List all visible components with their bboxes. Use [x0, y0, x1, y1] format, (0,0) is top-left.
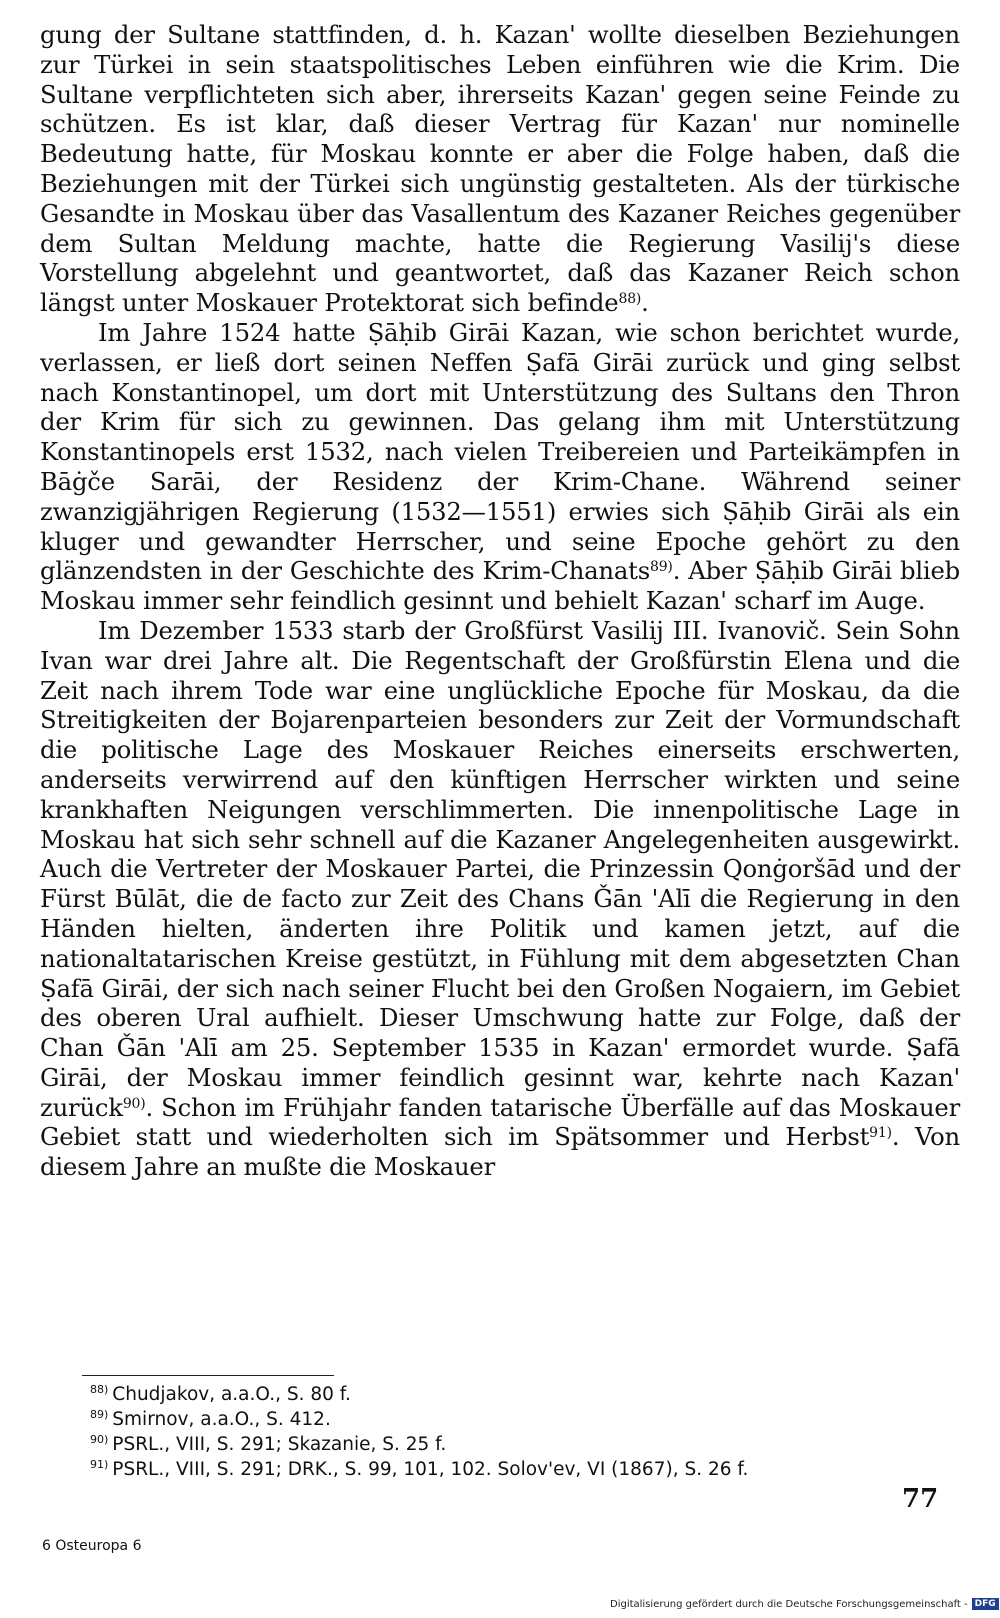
footnote-91: $^{91)}$ PSRL., VIII, S. 291; DRK., S. 99, 101, 102. Solov'ev, VI (1867), S. 26 f. — [90, 1458, 749, 1480]
main-text — [40, 20, 960, 1182]
paragraph-3: Im Dezember 1533 starb der Großfürst Vasilij III. Ivanovič. Sein Sohn Ivan war drei Jahre alt. Die Regentschaft der Großfürstin Elena und die Zeit nach ihrem Tode war eine unglückliche Epoche für Moskau, da die Streitigkeiten der Bojarenparteien besonders zur Zeit der Vormundschaft die politische Lage des Moskauer Reiches einerseits erschwerten, anderseits verwirrend auf den künftigen Herrscher wirkten und seine krankhaften Neigungen verschlimmerten. Die innenpolitische Lage in Moskau hat sich sehr schnell auf die Kazaner Angelegenheiten ausgewirkt. Auch die Vertreter der Moskauer Partei, die Prinzessin Qonġoršād und der Fürst Būlāt, die de facto zur Zeit des Chans Ǧān 'Alī die Regierung in den Händen hielten, änderten ihre Politik und kamen jetzt, auf die nationaltatarischen Kreise gestützt, in Fühlung mit dem abgesetzten Chan Ṣafā Girāi, der sich nach seiner Flucht bei den Großen Nogaiern, im Gebiet des oberen Ural aufhielt. Dieser Umschwung hatte zur Folge, daß der Chan Ǧān 'Alī am 25. September 1535 in Kazan' ermordet wurde. Ṣafā Girāi, der Moskau immer feindlich gesinnt war, kehrte nach Kazan' zurück$^{90)}$. Schon im Frühjahr fanden tatarische Überfälle auf das Moskauer Gebiet statt und wiederholten sich im Spätsommer und Herbst$^{91)}$. Von diesem Jahre an mußte die Moskauer — [40, 615, 960, 1182]
footnote-divider — [82, 1375, 334, 1376]
footnote-ref-89: 89) — [650, 559, 673, 576]
footnote-ref-91: 91) — [869, 1125, 892, 1142]
page-number: 77 — [902, 1484, 939, 1514]
paragraph-1: gung der Sultane stattfinden, d. h. Kazan' wollte dieselben Beziehungen zur Türkei in sein staatspolitisches Leben einführen wie die Krim. Die Sultane verpflichteten sich aber, ihrerseits Kazan' gegen seine Feinde zu schützen. Es ist klar, daß dieser Vertrag für Kazan' nur nominelle Bedeutung hatte, für Moskau konnte er aber die Folge haben, daß die Beziehungen mit der Türkei sich ungünstig gestalteten. Als der türkische Gesandte in Moskau über das Vasallentum des Kazaner Reiches gegenüber dem Sultan Meldung machte, hatte die Regierung Vasilij's diese Vorstellung abgelehnt und geantwortet, daß das Kazaner Reich schon längst unter Moskauer Protektorat sich befinde$^{88)}$. — [40, 20, 960, 318]
printer-signature: 6 Osteuropa 6 — [42, 1538, 142, 1554]
footnote-ref-90: 90) — [122, 1095, 146, 1112]
dfg-logo-icon: DFG — [972, 1598, 999, 1610]
footnote-90: $^{90)}$ PSRL., VIII, S. 291; Skazanie, S. 25 f. — [90, 1433, 447, 1455]
paragraph-2: Im Jahre 1524 hatte Ṣāḥib Girāi Kazan, wie schon berichtet wurde, verlassen, er ließ dort seinen Neffen Ṣafā Girāi zurück und ging selbst nach Konstantinopel, um dort mit Unterstützung des Sultans den Thron der Krim für sich zu gewinnen. Das gelang ihm mit Unterstützung Konstantinopels erst 1532, nach vielen Treibereien und Parteikämpfen in Bāġče Sarāi, der Residenz der Krim-Chane. Während seiner zwanzigjährigen Regierung (1532—1551) erwies sich Ṣāḥib Girāi als ein kluger und gewandter Herrscher, und seine Epoche gehört zu den glänzendsten in der Geschichte des Krim-Chanats$^{89)}$. Aber Ṣāḥib Girāi blieb Moskau immer sehr feindlich gesinnt und behielt Kazan' scharf im Auge. — [40, 317, 961, 616]
credit-text: Digitalisierung gefördert durch die Deutsche Forschungsgemeinschaft - — [610, 1598, 968, 1610]
footnote-ref-88: 88) — [618, 291, 642, 308]
footnote-89: $^{89)}$ Smirnov, a.a.O., S. 412. — [90, 1408, 331, 1430]
digitization-credit — [610, 1598, 999, 1610]
footnotes — [90, 1382, 960, 1482]
footnote-88: $^{88)}$ Chudjakov, a.a.O., S. 80 f. — [90, 1383, 351, 1405]
